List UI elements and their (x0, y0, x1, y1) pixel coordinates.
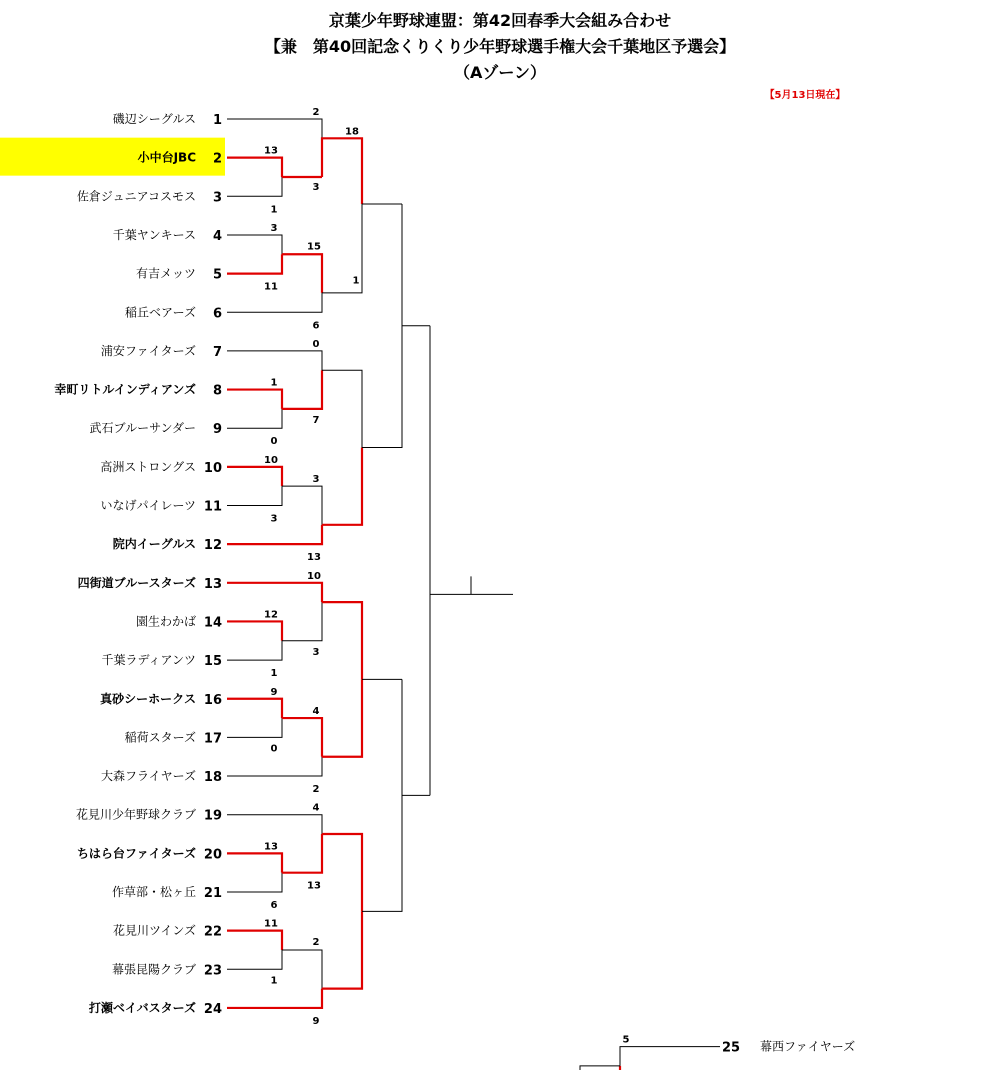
team-seed: 3 (212, 190, 222, 206)
bracket-line (227, 718, 282, 737)
team-seed: 4 (212, 228, 222, 244)
score-label: 13 (264, 145, 278, 157)
bracket-line (227, 815, 322, 834)
score-label: 2 (312, 107, 320, 118)
team-seed: 7 (212, 344, 222, 360)
score-label: 3 (312, 181, 320, 193)
score-label: 1 (270, 975, 278, 987)
bracket-line (227, 467, 282, 486)
score-label: 3 (312, 474, 320, 486)
team-seed: 25 (721, 1040, 741, 1056)
bracket-line (322, 834, 362, 911)
team-seed: 11 (203, 499, 222, 515)
score-label: 9 (270, 686, 278, 698)
team-seed: 2 (212, 151, 222, 167)
score-label: 10 (307, 570, 321, 582)
team-name: 浦安ファイターズ (100, 343, 196, 358)
team-seed: 9 (212, 422, 222, 438)
team-name: 幕張昆陽クラブ (111, 962, 196, 977)
score-label: 3 (270, 222, 278, 234)
team-name: 小中台JBC (137, 150, 196, 165)
bracket-line (362, 679, 402, 911)
team-name: 大森フライヤーズ (100, 769, 196, 784)
date-note: 【5月13日現在】 (764, 90, 846, 101)
score-label: 1 (270, 668, 278, 680)
score-label: 13 (307, 552, 321, 564)
team-name: 幸町リトルインディアンズ (54, 382, 196, 397)
score-label: 12 (264, 609, 278, 621)
bracket-line (227, 158, 282, 177)
bracket-line (620, 1066, 660, 1070)
team-seed: 12 (203, 538, 222, 554)
bracket-line (227, 293, 322, 312)
team-seed: 13 (203, 576, 222, 592)
score-label: 4 (312, 706, 320, 718)
score-label: 1 (352, 275, 360, 287)
team-seed: 16 (203, 692, 222, 708)
score-label: 3 (312, 646, 320, 658)
bracket-line (227, 235, 282, 254)
bracket-line (227, 390, 282, 409)
team-name: 真砂シーホークス (100, 691, 196, 706)
team-seed: 14 (203, 615, 222, 631)
score-label: 13 (307, 880, 321, 892)
score-label: 4 (312, 802, 320, 814)
team-name: 高洲ストロングス (100, 459, 196, 474)
team-name: 作草部・松ヶ丘 (111, 885, 196, 899)
score-label: 6 (312, 320, 320, 332)
team-name: 武石ブルーサンダー (89, 421, 196, 436)
team-name: 園生わかば (135, 614, 196, 629)
team-name: 院内イーグルス (112, 537, 196, 552)
team-name: 磯辺シーグルス (112, 112, 196, 126)
bracket-line (227, 486, 282, 505)
bracket-line (227, 254, 282, 273)
team-name: 千葉ラディアンツ (101, 653, 196, 668)
team-seed: 10 (203, 460, 222, 476)
team-name: 花見川少年野球クラブ (75, 807, 196, 822)
team-name: ちはら台ファイターズ (76, 846, 196, 861)
bracket-line (227, 621, 282, 640)
bracket-line (227, 989, 322, 1008)
score-label: 10 (264, 454, 278, 466)
team-name: 稲荷スターズ (124, 730, 196, 745)
team-name: 有吉メッツ (135, 266, 196, 281)
score-label: 9 (312, 1015, 320, 1027)
bracket-line (322, 679, 362, 756)
team-seed: 15 (203, 654, 222, 670)
team-name: 花見川ツインズ (112, 923, 196, 938)
team-seed: 23 (203, 963, 222, 979)
bracket-line (282, 486, 322, 525)
score-label: 13 (264, 841, 278, 853)
bracket-line (362, 204, 402, 447)
bracket-line (282, 718, 322, 757)
score-label: 2 (312, 936, 320, 948)
bracket-line (227, 409, 282, 428)
team-seed: 17 (203, 731, 222, 747)
bracket-line (282, 254, 322, 293)
team-name: 稲丘ベアーズ (124, 305, 196, 320)
team-name: 幕西ファイヤーズ (760, 1039, 856, 1054)
bracket-line (227, 931, 282, 950)
team-seed: 8 (212, 383, 222, 399)
score-label: 15 (307, 241, 321, 253)
score-label: 11 (264, 281, 278, 293)
score-label: 0 (270, 743, 278, 755)
team-name: 打瀬ベイバスターズ (88, 1000, 196, 1015)
team-name: 四街道ブルースターズ (77, 575, 196, 590)
bracket-line (282, 370, 322, 409)
bracket-line (227, 757, 322, 776)
bracket-line (282, 950, 322, 989)
bracket-line (322, 448, 362, 525)
score-label: 11 (264, 918, 278, 930)
bracket-line (227, 177, 282, 196)
score-label: 3 (270, 513, 278, 525)
bracket-line (322, 911, 362, 988)
team-name: いなげパイレーツ (100, 498, 196, 513)
team-name: 千葉ヤンキース (112, 227, 196, 242)
team-seed: 18 (203, 770, 222, 786)
score-label: 6 (270, 900, 278, 911)
team-seed: 22 (203, 924, 222, 940)
score-label: 0 (312, 338, 320, 350)
team-name: 佐倉ジュニアコスモス (76, 189, 196, 204)
bracket-line (227, 873, 282, 892)
score-label: 7 (312, 414, 320, 426)
score-label: 18 (345, 126, 359, 138)
bracket-line (227, 699, 282, 718)
title-line-3: （Aゾーン） (453, 63, 547, 82)
bracket-line (227, 583, 322, 602)
title-line-2: 【兼 第40回記念くりくり少年野球選手権大会千葉地区予選会】 (264, 37, 736, 56)
bracket-line (227, 853, 282, 872)
team-seed: 21 (203, 886, 222, 901)
bracket-line (227, 641, 282, 660)
title-line-1: 京葉少年野球連盟：第42回春季大会組み合わせ (328, 11, 672, 30)
bracket-line (282, 602, 322, 641)
score-label: 0 (270, 436, 278, 448)
score-label: 2 (312, 784, 320, 796)
bracket-line (322, 370, 362, 447)
bracket-line (282, 834, 322, 873)
score-label: 1 (270, 377, 278, 389)
team-seed: 1 (212, 113, 222, 128)
team-seed: 6 (212, 306, 222, 322)
team-seed: 20 (203, 847, 222, 863)
team-seed: 19 (203, 808, 222, 824)
bracket-line (322, 138, 362, 204)
bracket-line (580, 1066, 620, 1070)
bracket-line (322, 602, 362, 679)
bracket-line (227, 525, 322, 544)
bracket-line (620, 1047, 720, 1066)
score-label: 5 (622, 1034, 630, 1046)
team-seed: 5 (212, 267, 222, 283)
bracket-line (227, 351, 322, 370)
bracket-line (227, 950, 282, 969)
team-seed: 24 (203, 1001, 222, 1017)
score-label: 1 (270, 204, 278, 216)
